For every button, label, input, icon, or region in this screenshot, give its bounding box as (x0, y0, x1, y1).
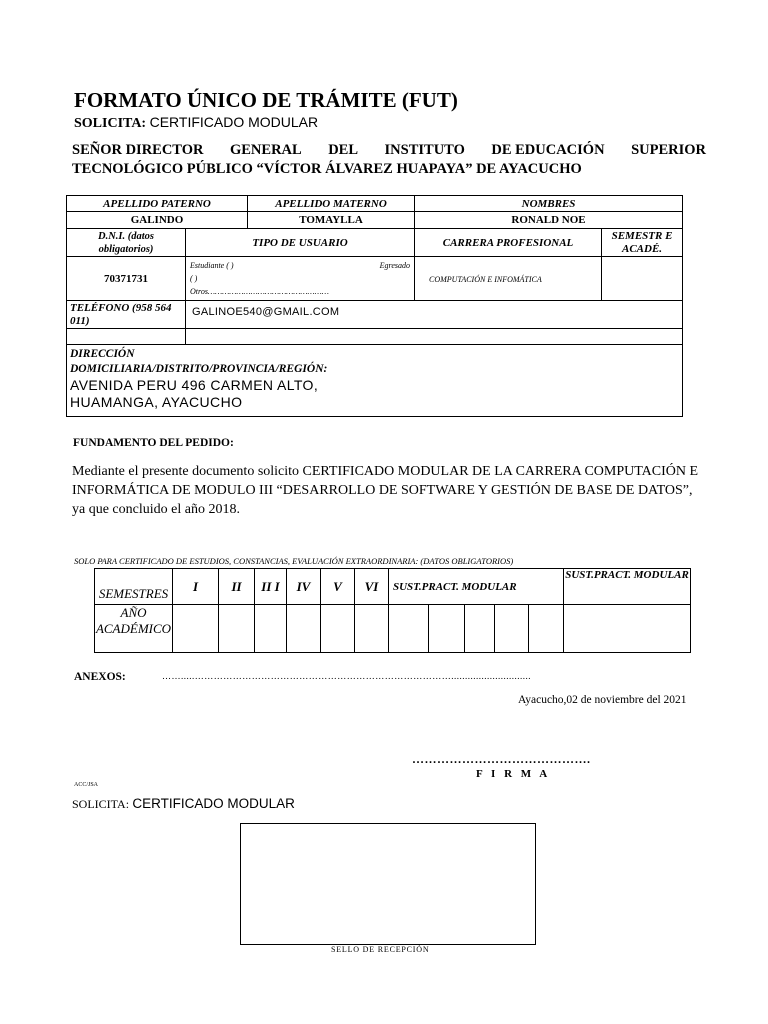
dni-label: D.N.I. (datos obligatorios) (67, 229, 186, 257)
egresado-option: Egresado (379, 261, 411, 270)
apellido-paterno-value: GALINDO (67, 212, 248, 229)
blank-cell-left (67, 329, 186, 345)
anio-cell (287, 605, 321, 653)
semestre-col-2: II (219, 569, 255, 605)
direccion-line-1: AVENIDA PERU 496 CARMEN ALTO, (70, 377, 319, 393)
tipo-usuario-label: TIPO DE USUARIO (186, 229, 415, 257)
anio-cell (564, 605, 691, 653)
form-title: FORMATO ÚNICO DE TRÁMITE (FUT) (74, 88, 458, 112)
estudiante-option: Estudiante ( ) (190, 261, 234, 270)
anio-cell (255, 605, 287, 653)
addressee-word: DE EDUCACIÓN (491, 142, 605, 158)
sust-pract-header-1: SUST.PRACT. MODULAR (389, 569, 564, 605)
solo-para-note: SOLO PARA CERTIFICADO DE ESTUDIOS, CONSTANCIAS, EVALUACIÓN EXTRAORDINARIA: (DATOS OBLIGATORIOS) (74, 556, 514, 566)
semestre-col-6: VI (355, 569, 389, 605)
anio-cell (389, 605, 429, 653)
anio-cell (429, 605, 465, 653)
sello-label: SELLO DE RECEPCIÓN (331, 945, 430, 954)
direccion-cell (67, 345, 683, 417)
direccion-label: DIRECCIÓN DOMICILIARIA/DISTRITO/PROVINCIA/REGIÓN: (70, 348, 328, 375)
sust-pract-header-2: SUST.PRACT. MODULAR (564, 569, 691, 605)
anio-cell (529, 605, 564, 653)
apellido-paterno-label: APELLIDO PATERNO (67, 196, 248, 212)
sello-box (240, 823, 536, 945)
fundamento-label: FUNDAMENTO DEL PEDIDO: (73, 437, 234, 449)
anio-cell (495, 605, 529, 653)
addressee-word: SUPERIOR (631, 142, 706, 158)
blank-cell-right (186, 329, 683, 345)
semestre-col-4: IV (287, 569, 321, 605)
solicita-label: SOLICITA: (74, 116, 147, 131)
fundamento-text: Mediante el presente documento solicito CERTIFICADO MODULAR DE LA CARRERA COMPUTACIÓN E INFORMÁTICA DE MODULO III “DESARROLLO DE SOFTWARE Y GESTIÓN DE BASE DE DATOS”, ya que concluido el año 2018. (72, 464, 699, 517)
addressee-word: GENERAL (229, 142, 302, 158)
semestre-value (602, 257, 683, 301)
tipo-usuario-options (186, 257, 415, 301)
addressee-line-2: TECNOLÓGICO PÚBLICO “VÍCTOR ÁLVAREZ HUAPAYA” DE AYACUCHO (72, 161, 582, 177)
semestre-label: SEMESTR E ACADÉ. (602, 229, 683, 257)
semestre-col-1: I (173, 569, 219, 605)
addressee-line-1 (72, 142, 706, 159)
addressee-word: SEÑOR DIRECTOR (72, 142, 204, 158)
apellido-materno-label: APELLIDO MATERNO (248, 196, 415, 212)
otros-option: Otros…………………………………………… (190, 287, 329, 296)
addressee-word: INSTITUTO (384, 142, 465, 158)
carrera-label: CARRERA PROFESIONAL (415, 229, 602, 257)
anio-cell (355, 605, 389, 653)
solicita-line (74, 114, 318, 132)
direccion-line-2: HUAMANGA, AYACUCHO (70, 394, 243, 410)
nombres-label: NOMBRES (415, 196, 683, 212)
dni-value: 70371731 (67, 257, 186, 301)
solicita2-value: CERTIFICADO MODULAR (132, 796, 295, 811)
egresado-mark: ( ) (190, 274, 198, 283)
anexos-dots: …….....………………………………………………………………………............................. (162, 671, 531, 681)
carrera-value: COMPUTACIÓN E INFOMÁTICA (429, 274, 542, 284)
carrera-value-cell (415, 257, 602, 301)
acc-jsa-initials: ACC/JSA (74, 782, 99, 788)
firma-label: F I R M A (476, 768, 551, 780)
anio-academico-label: AÑO ACADÉMICO (95, 605, 173, 653)
semestres-label: SEMESTRES (95, 569, 173, 605)
anio-cell (219, 605, 255, 653)
fecha: Ayacucho,02 de noviembre del 2021 (518, 694, 687, 706)
semestre-col-3: II I (255, 569, 287, 605)
solicita-line-2 (72, 796, 295, 812)
email-value: GALINOE540@GMAIL.COM (186, 301, 683, 329)
anio-cell (321, 605, 355, 653)
addressee-word: DEL (328, 142, 359, 158)
solicita-value: CERTIFICADO MODULAR (149, 114, 319, 130)
applicant-data-table (66, 195, 683, 417)
firma-line: ……………………………………. (412, 752, 591, 766)
nombres-value: RONALD NOE (415, 212, 683, 229)
telefono-label: TELÉFONO (958 564 011) (67, 301, 186, 329)
semestre-col-5: V (321, 569, 355, 605)
anio-cell (465, 605, 495, 653)
solicita2-label: SOLICITA: (72, 797, 130, 811)
apellido-materno-value: TOMAYLLA (248, 212, 415, 229)
semestres-table (94, 568, 691, 653)
anexos-label: ANEXOS: (74, 671, 126, 683)
anio-cell (173, 605, 219, 653)
